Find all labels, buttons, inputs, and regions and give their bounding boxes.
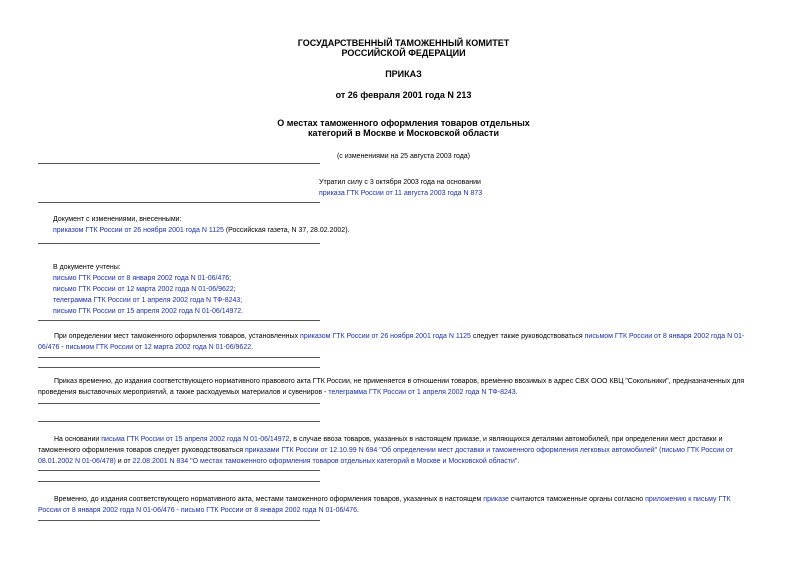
doc-type: ПРИКАЗ [385,69,422,79]
divider [38,202,320,203]
divider [38,357,320,358]
changes-tail: (Российская газета, N 37, 28.02.2002). [223,227,350,234]
considered-heading: В документе учтены: [53,264,121,271]
org-line-1: ГОСУДАРСТВЕННЫЙ ТАМОЖЕННЫЙ КОМИТЕТ [297,38,510,48]
divider [38,320,320,321]
divider [38,367,320,368]
para3-link-letter-478[interactable]: 08.01.2002 N 01-06/478) [38,458,116,465]
divider [38,520,320,521]
considered-item[interactable]: письмо ГТК России от 15 апреля 2002 года N 01-06/14972. [53,308,244,315]
org-line-2: РОССИЙСКОЙ ФЕДЕРАЦИИ [341,48,466,58]
divider [38,481,320,482]
divider [38,163,320,164]
divider [38,243,320,244]
divider [38,403,320,404]
para3-link-letter-14972[interactable]: письма ГТК России от 15 апреля 2002 года N 01-06/14972 [101,436,290,443]
doc-title-line-2: категорий в Москве и Московской области [308,128,499,138]
paragraph-2: Приказ временно, до издания соответствующего нормативного правового акта ГТК России, не применяется в отношении товаров, временно ввозимых в адрес СВХ ООО КВЦ "Сокольники", предназначенных для проведения выставочных мероприятий, а также расходуемых материалов и сувениров - телеграмма ГТК России от 1 апреля 2002 года N ТФ-8243. [38,378,745,396]
changes-line [53,225,349,236]
considered-item[interactable]: телеграмма ГТК России от 1 апреля 2002 года N ТФ-8243; [53,297,243,304]
considered-item[interactable]: письмо ГТК России от 8 января 2002 года N 01-06/476; [53,275,232,282]
para1-link-letter-9622[interactable]: письмом ГТК России от 12 марта 2002 года N 01-06/9622 [65,344,252,351]
para1-link-order-1125[interactable]: приказом ГТК России от 26 ноября 2001 года N 1125 [300,333,471,340]
amendment-note: (с изменениями на 25 августа 2003 года) [336,153,471,160]
para1-link-letter-476-cont[interactable]: 06/476 [38,344,60,351]
para3-link-order-834[interactable]: 22.08.2001 N 834 "О местах таможенного оформления товаров отдельных категорий в Москве и Московской области" [132,458,518,465]
changes-link[interactable]: приказом ГТК России от 26 ноября 2001 года N 1125 [53,227,224,234]
paragraph-1: При определении мест таможенного оформления товаров, установленных приказом ГТК России от 26 ноября 2001 года N 1125 следует также руководствоваться письмом ГТК России от 8 января 2002 года N 01- 06/476 - письмом ГТК России от 12 марта 2002 года N 01-06/9622. [38,333,745,351]
void-notice: Утратил силу с 3 октября 2003 года на основании [319,179,481,186]
doc-date-number: от 26 февраля 2001 года N 213 [335,90,472,100]
considered-item[interactable]: письмо ГТК России от 12 марта 2002 года N 01-06/9622; [53,286,236,293]
divider [38,470,320,471]
para3-link-orders-694[interactable]: приказами ГТК России от 12.10.99 N 694 "Об определении мест доставки и таможенного оформления легковых автомобилей" (письмо ГТК России от [245,447,733,454]
para1-link-letter-476[interactable]: письмом ГТК России от 8 января 2002 года N 01- [584,333,745,340]
paragraph-4: Временно, до издания соответствующего нормативного акта, местами таможенного оформления товаров, указанных в настоящем приказе считаются таможенные органы согласно приложению к письму ГТК России от 8 января 2002 года N 01-06/476 - письмо ГТК России от 8 января 2002 года N 01-06/476. [38,496,731,514]
void-notice-link[interactable]: приказа ГТК России от 11 августа 2003 года N 873 [319,190,483,197]
divider [38,421,320,422]
paragraph-3: На основании письма ГТК России от 15 апреля 2002 года N 01-06/14972, в случае ввоза товаров, указанных в настоящем приказе, и являющихся деталями автомобилей, при определении мест доставки и таможенного оформления товаров следует руководствоваться приказами ГТК России от 12.10.99 N 694 "Об определении мест доставки и таможенного оформления легковых автомобилей" (письмо ГТК России от 08.01.2002 N 01-06/478) и от 22.08.2001 N 834 "О местах таможенного оформления товаров отдельных категорий в Москве и Московской области". [38,436,733,465]
changes-heading: Документ с изменениями, внесенными: [53,216,182,223]
para2-link-telegram[interactable]: телеграмма ГТК России от 1 апреля 2002 года N ТФ-8243 [328,389,516,396]
para4-link-order[interactable]: приказе [483,496,509,503]
para4-link-letter-476[interactable]: России от 8 января 2002 года N 01-06/476 - письмо ГТК России от 8 января 2002 года N 01-06/476 [38,507,357,514]
doc-title-line-1: О местах таможенного оформления товаров отдельных [277,118,530,128]
para4-link-appendix[interactable]: приложению к письму ГТК [645,496,731,503]
